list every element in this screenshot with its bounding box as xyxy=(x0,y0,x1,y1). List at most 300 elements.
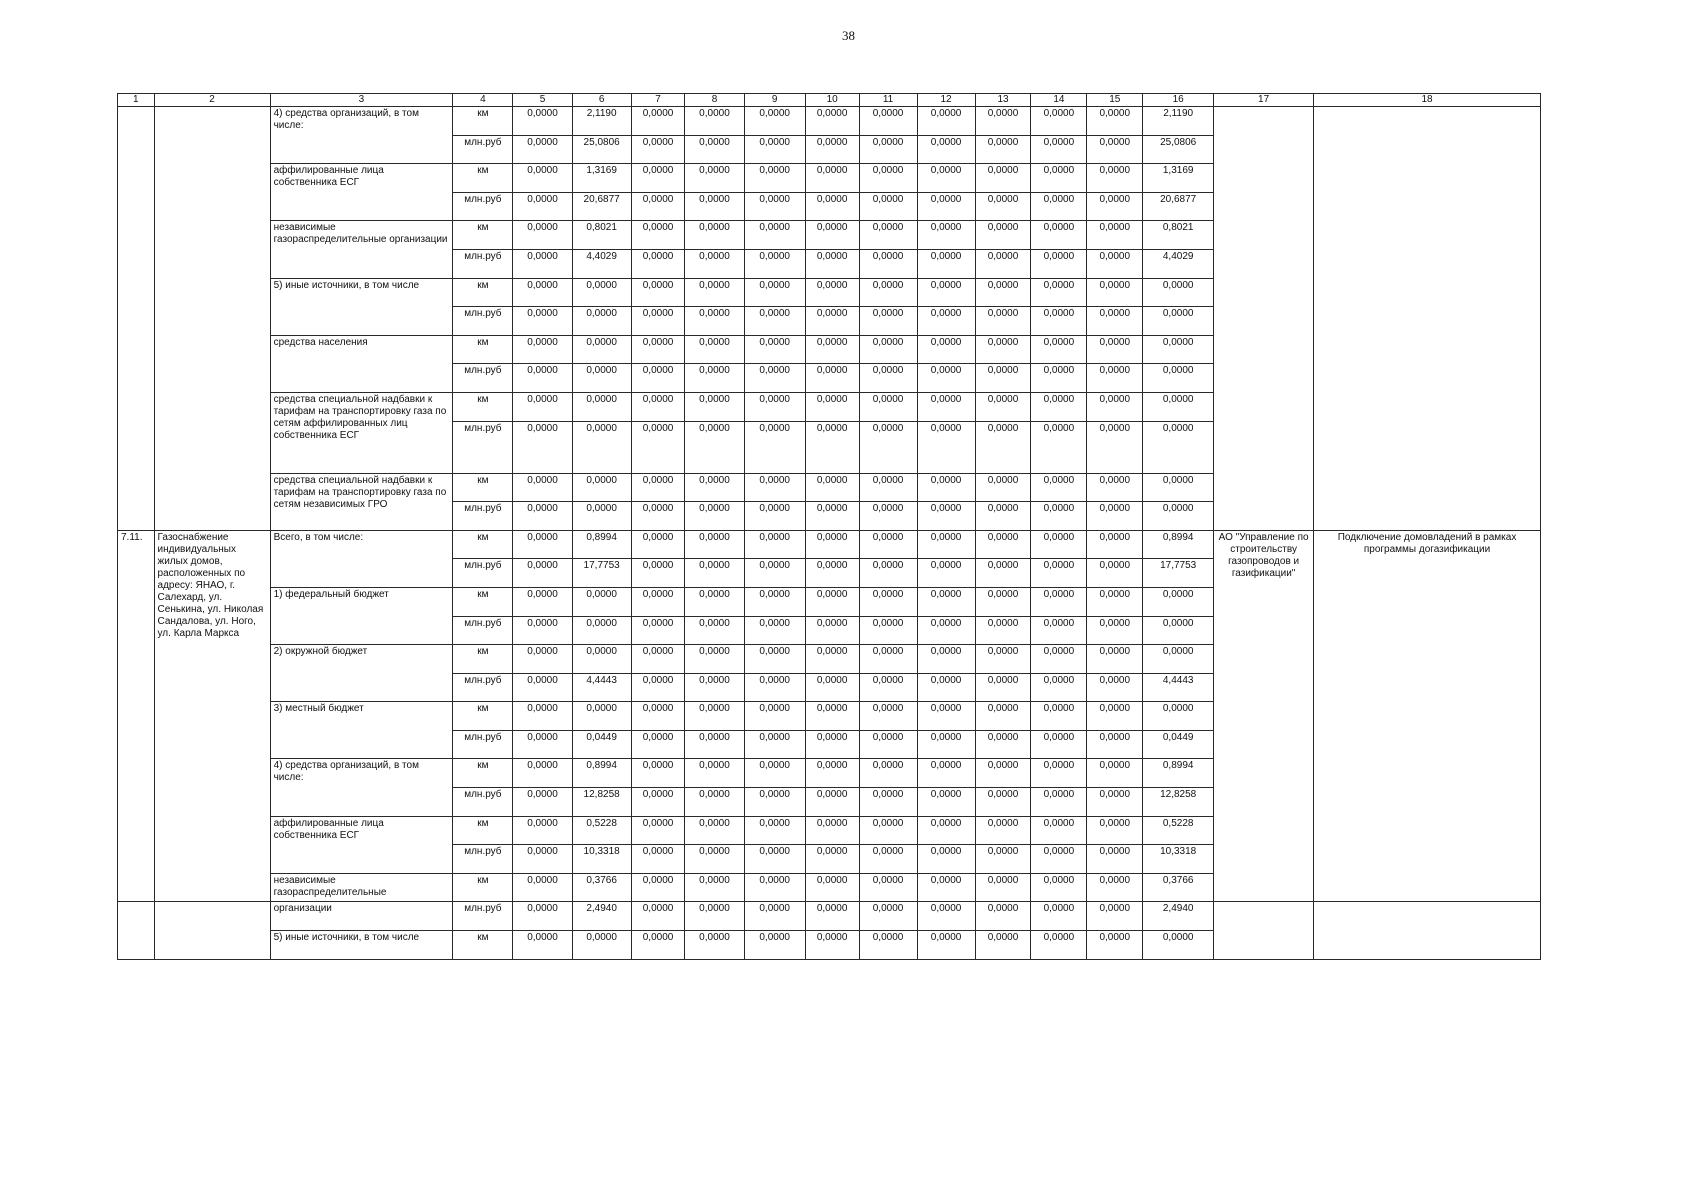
value-cell: 0,0000 xyxy=(685,673,744,702)
value-cell: 0,0000 xyxy=(744,164,805,193)
value-cell: 0,0000 xyxy=(917,931,975,960)
value-cell: 0,0000 xyxy=(975,135,1031,164)
funding-source-label: аффилированные лица собственника ЕСГ xyxy=(270,164,453,221)
value-cell: 0,0000 xyxy=(859,616,917,645)
value-cell: 0,0000 xyxy=(513,559,572,588)
funding-source-label: 2) окружной бюджет xyxy=(270,645,453,702)
value-cell: 0,0000 xyxy=(1031,902,1087,931)
value-cell: 0,0000 xyxy=(917,730,975,759)
unit-cell: млн.руб xyxy=(453,307,513,336)
value-cell: 0,0000 xyxy=(1031,307,1087,336)
column-header-row xyxy=(118,94,1541,107)
value-cell: 0,0000 xyxy=(975,559,1031,588)
value-cell: 0,0000 xyxy=(805,645,859,674)
value-cell: 0,0000 xyxy=(685,873,744,902)
value-cell: 4,4443 xyxy=(572,673,631,702)
value-cell: 0,0000 xyxy=(859,788,917,817)
value-cell: 0,0000 xyxy=(744,135,805,164)
value-cell: 0,0000 xyxy=(859,845,917,874)
value-cell: 0,0000 xyxy=(1031,530,1087,559)
value-cell: 0,0000 xyxy=(859,502,917,531)
value-cell: 0,0000 xyxy=(631,730,685,759)
column-header-14: 14 xyxy=(1031,94,1087,107)
value-cell: 0,0000 xyxy=(744,530,805,559)
value-cell: 12,8258 xyxy=(572,788,631,817)
value-cell: 0,0000 xyxy=(1087,473,1143,502)
value-cell: 0,0000 xyxy=(805,107,859,136)
value-cell: 0,0000 xyxy=(685,249,744,278)
unit-cell: км xyxy=(453,473,513,502)
value-cell: 0,0000 xyxy=(572,502,631,531)
object-name-cell xyxy=(154,107,270,531)
note-cell xyxy=(1314,107,1541,531)
value-cell: 0,0449 xyxy=(1143,730,1214,759)
value-cell: 0,0000 xyxy=(631,645,685,674)
value-cell: 0,0000 xyxy=(513,249,572,278)
value-cell: 0,0000 xyxy=(631,192,685,221)
value-cell: 0,0000 xyxy=(917,616,975,645)
value-cell: 0,0000 xyxy=(805,392,859,421)
value-cell: 0,0000 xyxy=(975,335,1031,364)
value-cell: 0,0000 xyxy=(744,702,805,731)
funding-source-label: средства населения xyxy=(270,335,453,392)
value-cell: 0,0000 xyxy=(1087,307,1143,336)
value-cell: 0,0000 xyxy=(805,759,859,788)
value-cell: 0,0000 xyxy=(859,559,917,588)
value-cell: 0,0000 xyxy=(1087,816,1143,845)
value-cell: 0,0000 xyxy=(859,702,917,731)
value-cell: 0,0000 xyxy=(1143,502,1214,531)
row-number-cell xyxy=(118,107,155,531)
value-cell: 0,0000 xyxy=(805,845,859,874)
value-cell: 0,0000 xyxy=(572,278,631,307)
value-cell: 0,0000 xyxy=(859,221,917,250)
table-row xyxy=(118,107,1541,136)
value-cell: 0,0000 xyxy=(975,392,1031,421)
value-cell: 0,0000 xyxy=(631,278,685,307)
value-cell: 0,8021 xyxy=(1143,221,1214,250)
value-cell: 0,0000 xyxy=(744,192,805,221)
value-cell: 0,0000 xyxy=(572,307,631,336)
value-cell: 0,0000 xyxy=(685,221,744,250)
value-cell: 0,0000 xyxy=(917,873,975,902)
value-cell: 0,0000 xyxy=(805,530,859,559)
value-cell: 0,0000 xyxy=(917,530,975,559)
value-cell: 0,0000 xyxy=(1087,107,1143,136)
value-cell: 0,0000 xyxy=(513,392,572,421)
value-cell: 0,0000 xyxy=(975,816,1031,845)
project-name: Газоснабжение индивидуальных жилых домов, расположенных по адресу: ЯНАО, г. Салехард, ул. Сенькина, ул. Николая Сандалова, ул. Ного, ул. Карла Маркса xyxy=(154,530,270,902)
value-cell: 0,0000 xyxy=(744,559,805,588)
value-cell: 0,0000 xyxy=(1087,616,1143,645)
value-cell: 0,0000 xyxy=(917,307,975,336)
value-cell: 0,0000 xyxy=(1087,421,1143,473)
unit-cell: км xyxy=(453,335,513,364)
value-cell: 0,0000 xyxy=(513,335,572,364)
value-cell: 0,0000 xyxy=(1087,278,1143,307)
value-cell: 0,0000 xyxy=(1031,392,1087,421)
value-cell: 0,0000 xyxy=(572,931,631,960)
column-header-1: 1 xyxy=(118,94,155,107)
executor-cell xyxy=(1214,107,1314,531)
value-cell: 0,0000 xyxy=(917,364,975,393)
value-cell: 0,0000 xyxy=(572,702,631,731)
value-cell: 0,0000 xyxy=(1031,730,1087,759)
value-cell: 0,0000 xyxy=(685,816,744,845)
value-cell: 0,0000 xyxy=(917,192,975,221)
value-cell: 0,0000 xyxy=(917,702,975,731)
value-cell: 0,0000 xyxy=(744,873,805,902)
value-cell: 1,3169 xyxy=(1143,164,1214,193)
value-cell: 2,1190 xyxy=(572,107,631,136)
funding-source-label: независимые газораспределительные организации xyxy=(270,221,453,278)
value-cell: 0,0000 xyxy=(1087,164,1143,193)
value-cell: 0,0000 xyxy=(1031,192,1087,221)
funding-source-label: 5) иные источники, в том числе xyxy=(270,278,453,335)
column-header-15: 15 xyxy=(1087,94,1143,107)
column-header-18: 18 xyxy=(1314,94,1541,107)
value-cell: 0,0000 xyxy=(631,164,685,193)
value-cell: 0,0000 xyxy=(917,164,975,193)
unit-cell: км xyxy=(453,931,513,960)
value-cell: 0,0000 xyxy=(859,164,917,193)
value-cell: 0,0000 xyxy=(805,616,859,645)
value-cell: 0,0000 xyxy=(744,587,805,616)
value-cell: 0,0000 xyxy=(1031,278,1087,307)
value-cell: 0,0000 xyxy=(572,421,631,473)
value-cell: 0,0000 xyxy=(1087,221,1143,250)
value-cell: 0,0000 xyxy=(685,473,744,502)
value-cell: 0,0000 xyxy=(1087,759,1143,788)
value-cell: 0,0000 xyxy=(975,587,1031,616)
value-cell: 0,0000 xyxy=(805,192,859,221)
value-cell: 0,0000 xyxy=(1087,364,1143,393)
column-header-10: 10 xyxy=(805,94,859,107)
value-cell: 0,0000 xyxy=(975,164,1031,193)
value-cell: 0,0000 xyxy=(631,335,685,364)
value-cell: 0,0000 xyxy=(1031,335,1087,364)
value-cell: 0,0000 xyxy=(685,902,744,931)
unit-cell: млн.руб xyxy=(453,135,513,164)
value-cell: 0,0000 xyxy=(1143,587,1214,616)
value-cell: 0,3766 xyxy=(572,873,631,902)
value-cell: 0,0000 xyxy=(631,364,685,393)
value-cell: 0,0000 xyxy=(975,673,1031,702)
value-cell: 10,3318 xyxy=(572,845,631,874)
value-cell: 0,0000 xyxy=(513,278,572,307)
value-cell: 10,3318 xyxy=(1143,845,1214,874)
value-cell: 0,0000 xyxy=(513,730,572,759)
value-cell: 0,0000 xyxy=(1031,616,1087,645)
value-cell: 0,0000 xyxy=(805,249,859,278)
table-row xyxy=(118,530,1541,559)
value-cell: 0,0000 xyxy=(631,392,685,421)
value-cell: 0,0000 xyxy=(572,364,631,393)
value-cell: 0,0000 xyxy=(744,759,805,788)
value-cell: 2,1190 xyxy=(1143,107,1214,136)
unit-cell: км xyxy=(453,392,513,421)
column-header-8: 8 xyxy=(685,94,744,107)
value-cell: 0,0000 xyxy=(917,135,975,164)
value-cell: 0,0000 xyxy=(975,645,1031,674)
value-cell: 0,0000 xyxy=(513,845,572,874)
value-cell: 0,0000 xyxy=(859,873,917,902)
value-cell: 0,0000 xyxy=(1031,759,1087,788)
value-cell: 0,0000 xyxy=(805,873,859,902)
value-cell: 2,4940 xyxy=(572,902,631,931)
value-cell: 0,0000 xyxy=(917,902,975,931)
value-cell: 0,0000 xyxy=(513,873,572,902)
value-cell: 0,0000 xyxy=(805,788,859,817)
value-cell: 17,7753 xyxy=(572,559,631,588)
value-cell: 0,0000 xyxy=(859,392,917,421)
value-cell: 0,0000 xyxy=(631,931,685,960)
value-cell: 0,0000 xyxy=(917,249,975,278)
value-cell: 0,0000 xyxy=(685,702,744,731)
value-cell: 0,0000 xyxy=(631,702,685,731)
value-cell: 2,4940 xyxy=(1143,902,1214,931)
value-cell: 0,0000 xyxy=(975,530,1031,559)
value-cell: 0,0000 xyxy=(1143,335,1214,364)
unit-cell: км xyxy=(453,645,513,674)
project-note: Подключение домовладений в рамках программы догазификации xyxy=(1314,530,1541,902)
value-cell: 0,0000 xyxy=(1143,364,1214,393)
value-cell: 0,0000 xyxy=(917,421,975,473)
value-cell: 0,0000 xyxy=(975,902,1031,931)
column-header-6: 6 xyxy=(572,94,631,107)
value-cell: 0,0000 xyxy=(805,278,859,307)
value-cell: 0,0000 xyxy=(1031,788,1087,817)
value-cell: 0,0000 xyxy=(917,335,975,364)
value-cell: 0,0000 xyxy=(1087,730,1143,759)
value-cell: 0,0000 xyxy=(917,788,975,817)
value-cell: 0,0000 xyxy=(685,192,744,221)
value-cell: 0,0000 xyxy=(1087,530,1143,559)
value-cell: 0,0000 xyxy=(805,307,859,336)
value-cell: 0,0000 xyxy=(1031,559,1087,588)
value-cell: 0,0000 xyxy=(744,788,805,817)
value-cell: 0,0000 xyxy=(917,392,975,421)
unit-cell: млн.руб xyxy=(453,730,513,759)
funding-source-label: Всего, в том числе: xyxy=(270,530,453,587)
funding-source-label: 4) средства организаций, в том числе: xyxy=(270,107,453,164)
value-cell: 20,6877 xyxy=(1143,192,1214,221)
value-cell: 0,0000 xyxy=(1087,249,1143,278)
funding-source-label: средства специальной надбавки к тарифам на транспортировку газа по сетям независимых ГРО xyxy=(270,473,453,530)
value-cell: 0,0000 xyxy=(685,307,744,336)
value-cell: 0,0000 xyxy=(631,816,685,845)
value-cell: 0,0000 xyxy=(975,702,1031,731)
value-cell: 0,0000 xyxy=(917,473,975,502)
value-cell: 0,0000 xyxy=(513,192,572,221)
value-cell: 0,0000 xyxy=(685,335,744,364)
value-cell: 0,0000 xyxy=(744,902,805,931)
unit-cell: млн.руб xyxy=(453,788,513,817)
value-cell: 0,0000 xyxy=(744,335,805,364)
value-cell: 0,0000 xyxy=(1143,702,1214,731)
value-cell: 0,0000 xyxy=(631,759,685,788)
value-cell: 0,0000 xyxy=(1143,473,1214,502)
unit-cell: млн.руб xyxy=(453,364,513,393)
value-cell: 0,0000 xyxy=(1087,873,1143,902)
value-cell: 0,0000 xyxy=(1031,845,1087,874)
value-cell: 0,0000 xyxy=(1087,335,1143,364)
value-cell: 0,0000 xyxy=(572,473,631,502)
value-cell: 0,0000 xyxy=(805,135,859,164)
unit-cell: км xyxy=(453,587,513,616)
value-cell: 0,0000 xyxy=(1087,788,1143,817)
value-cell: 0,0000 xyxy=(975,788,1031,817)
note-cell xyxy=(1314,902,1541,959)
value-cell: 0,0000 xyxy=(975,192,1031,221)
value-cell: 0,0000 xyxy=(513,587,572,616)
value-cell: 0,0000 xyxy=(1031,421,1087,473)
value-cell: 0,0000 xyxy=(1031,645,1087,674)
funding-source-label: независимые газораспределительные xyxy=(270,873,453,902)
funding-source-label: 1) федеральный бюджет xyxy=(270,587,453,644)
value-cell: 0,0000 xyxy=(1087,192,1143,221)
column-header-2: 2 xyxy=(154,94,270,107)
value-cell: 0,0000 xyxy=(685,788,744,817)
value-cell: 0,0000 xyxy=(744,502,805,531)
column-header-12: 12 xyxy=(917,94,975,107)
value-cell: 0,0000 xyxy=(859,730,917,759)
value-cell: 0,0000 xyxy=(685,645,744,674)
value-cell: 0,0000 xyxy=(859,192,917,221)
value-cell: 0,0000 xyxy=(685,364,744,393)
value-cell: 0,0000 xyxy=(805,335,859,364)
value-cell: 0,0000 xyxy=(1143,421,1214,473)
value-cell: 17,7753 xyxy=(1143,559,1214,588)
value-cell: 0,0000 xyxy=(805,702,859,731)
value-cell: 0,0000 xyxy=(631,873,685,902)
value-cell: 0,0000 xyxy=(975,845,1031,874)
column-header-5: 5 xyxy=(513,94,572,107)
value-cell: 0,0000 xyxy=(744,730,805,759)
unit-cell: млн.руб xyxy=(453,502,513,531)
value-cell: 0,0000 xyxy=(975,421,1031,473)
value-cell: 0,0000 xyxy=(1087,673,1143,702)
value-cell: 0,0000 xyxy=(631,502,685,531)
value-cell: 0,0000 xyxy=(572,392,631,421)
value-cell: 0,0000 xyxy=(859,364,917,393)
value-cell: 0,0000 xyxy=(513,421,572,473)
value-cell: 0,0000 xyxy=(513,307,572,336)
value-cell: 0,0000 xyxy=(917,278,975,307)
value-cell: 0,0000 xyxy=(513,107,572,136)
funding-source-label: 3) местный бюджет xyxy=(270,702,453,759)
value-cell: 12,8258 xyxy=(1143,788,1214,817)
value-cell: 4,4029 xyxy=(572,249,631,278)
value-cell: 0,0000 xyxy=(513,759,572,788)
value-cell: 0,0000 xyxy=(805,221,859,250)
value-cell: 4,4029 xyxy=(1143,249,1214,278)
value-cell: 0,0000 xyxy=(975,473,1031,502)
value-cell: 0,0000 xyxy=(513,530,572,559)
value-cell: 0,0000 xyxy=(917,221,975,250)
value-cell: 0,0000 xyxy=(685,587,744,616)
value-cell: 0,0000 xyxy=(1143,616,1214,645)
unit-cell: км xyxy=(453,164,513,193)
value-cell: 0,0000 xyxy=(631,673,685,702)
value-cell: 0,0000 xyxy=(805,364,859,393)
value-cell: 0,0000 xyxy=(1087,645,1143,674)
value-cell: 0,0000 xyxy=(631,788,685,817)
value-cell: 0,8994 xyxy=(572,759,631,788)
column-header-16: 16 xyxy=(1143,94,1214,107)
value-cell: 0,0000 xyxy=(805,931,859,960)
unit-cell: млн.руб xyxy=(453,421,513,473)
value-cell: 0,0000 xyxy=(859,135,917,164)
value-cell: 0,0000 xyxy=(744,364,805,393)
value-cell: 0,0000 xyxy=(805,164,859,193)
value-cell: 0,0000 xyxy=(805,816,859,845)
project-number: 7.11. xyxy=(118,530,155,902)
value-cell: 0,8021 xyxy=(572,221,631,250)
value-cell: 0,0000 xyxy=(975,616,1031,645)
value-cell: 0,0000 xyxy=(631,307,685,336)
value-cell: 0,0000 xyxy=(975,307,1031,336)
unit-cell: км xyxy=(453,873,513,902)
value-cell: 0,0000 xyxy=(513,788,572,817)
unit-cell: млн.руб xyxy=(453,902,513,931)
value-cell: 0,0000 xyxy=(744,473,805,502)
value-cell: 0,0000 xyxy=(744,307,805,336)
value-cell: 1,3169 xyxy=(572,164,631,193)
value-cell: 0,0000 xyxy=(1031,931,1087,960)
column-header-3: 3 xyxy=(270,94,453,107)
value-cell: 0,0000 xyxy=(1143,278,1214,307)
value-cell: 0,0000 xyxy=(859,645,917,674)
column-header-11: 11 xyxy=(859,94,917,107)
value-cell: 0,0000 xyxy=(917,759,975,788)
value-cell: 0,0000 xyxy=(572,335,631,364)
value-cell: 0,0000 xyxy=(744,673,805,702)
value-cell: 0,0000 xyxy=(1031,702,1087,731)
value-cell: 0,0000 xyxy=(1031,502,1087,531)
value-cell: 0,0000 xyxy=(685,107,744,136)
value-cell: 0,0000 xyxy=(631,135,685,164)
value-cell: 0,0000 xyxy=(1143,307,1214,336)
value-cell: 0,0000 xyxy=(685,530,744,559)
unit-cell: млн.руб xyxy=(453,616,513,645)
value-cell: 0,0000 xyxy=(805,421,859,473)
value-cell: 0,0000 xyxy=(631,559,685,588)
value-cell: 0,0000 xyxy=(1031,107,1087,136)
value-cell: 0,0000 xyxy=(572,616,631,645)
value-cell: 0,0000 xyxy=(1031,221,1087,250)
page-number: 38 xyxy=(842,28,855,43)
value-cell: 0,0000 xyxy=(1031,873,1087,902)
value-cell: 0,0000 xyxy=(685,278,744,307)
value-cell: 0,0000 xyxy=(917,587,975,616)
funding-source-label: 4) средства организаций, в том числе: xyxy=(270,759,453,816)
value-cell: 0,0000 xyxy=(975,278,1031,307)
row-number-cell xyxy=(118,902,155,959)
value-cell: 0,0000 xyxy=(685,931,744,960)
value-cell: 4,4443 xyxy=(1143,673,1214,702)
value-cell: 0,0000 xyxy=(513,221,572,250)
unit-cell: млн.руб xyxy=(453,845,513,874)
value-cell: 0,0000 xyxy=(1087,587,1143,616)
value-cell: 0,0000 xyxy=(1031,816,1087,845)
value-cell: 0,0000 xyxy=(513,673,572,702)
value-cell: 0,0000 xyxy=(513,616,572,645)
value-cell: 0,0000 xyxy=(1031,587,1087,616)
value-cell: 0,0000 xyxy=(859,107,917,136)
column-header-13: 13 xyxy=(975,94,1031,107)
value-cell: 0,0000 xyxy=(975,873,1031,902)
